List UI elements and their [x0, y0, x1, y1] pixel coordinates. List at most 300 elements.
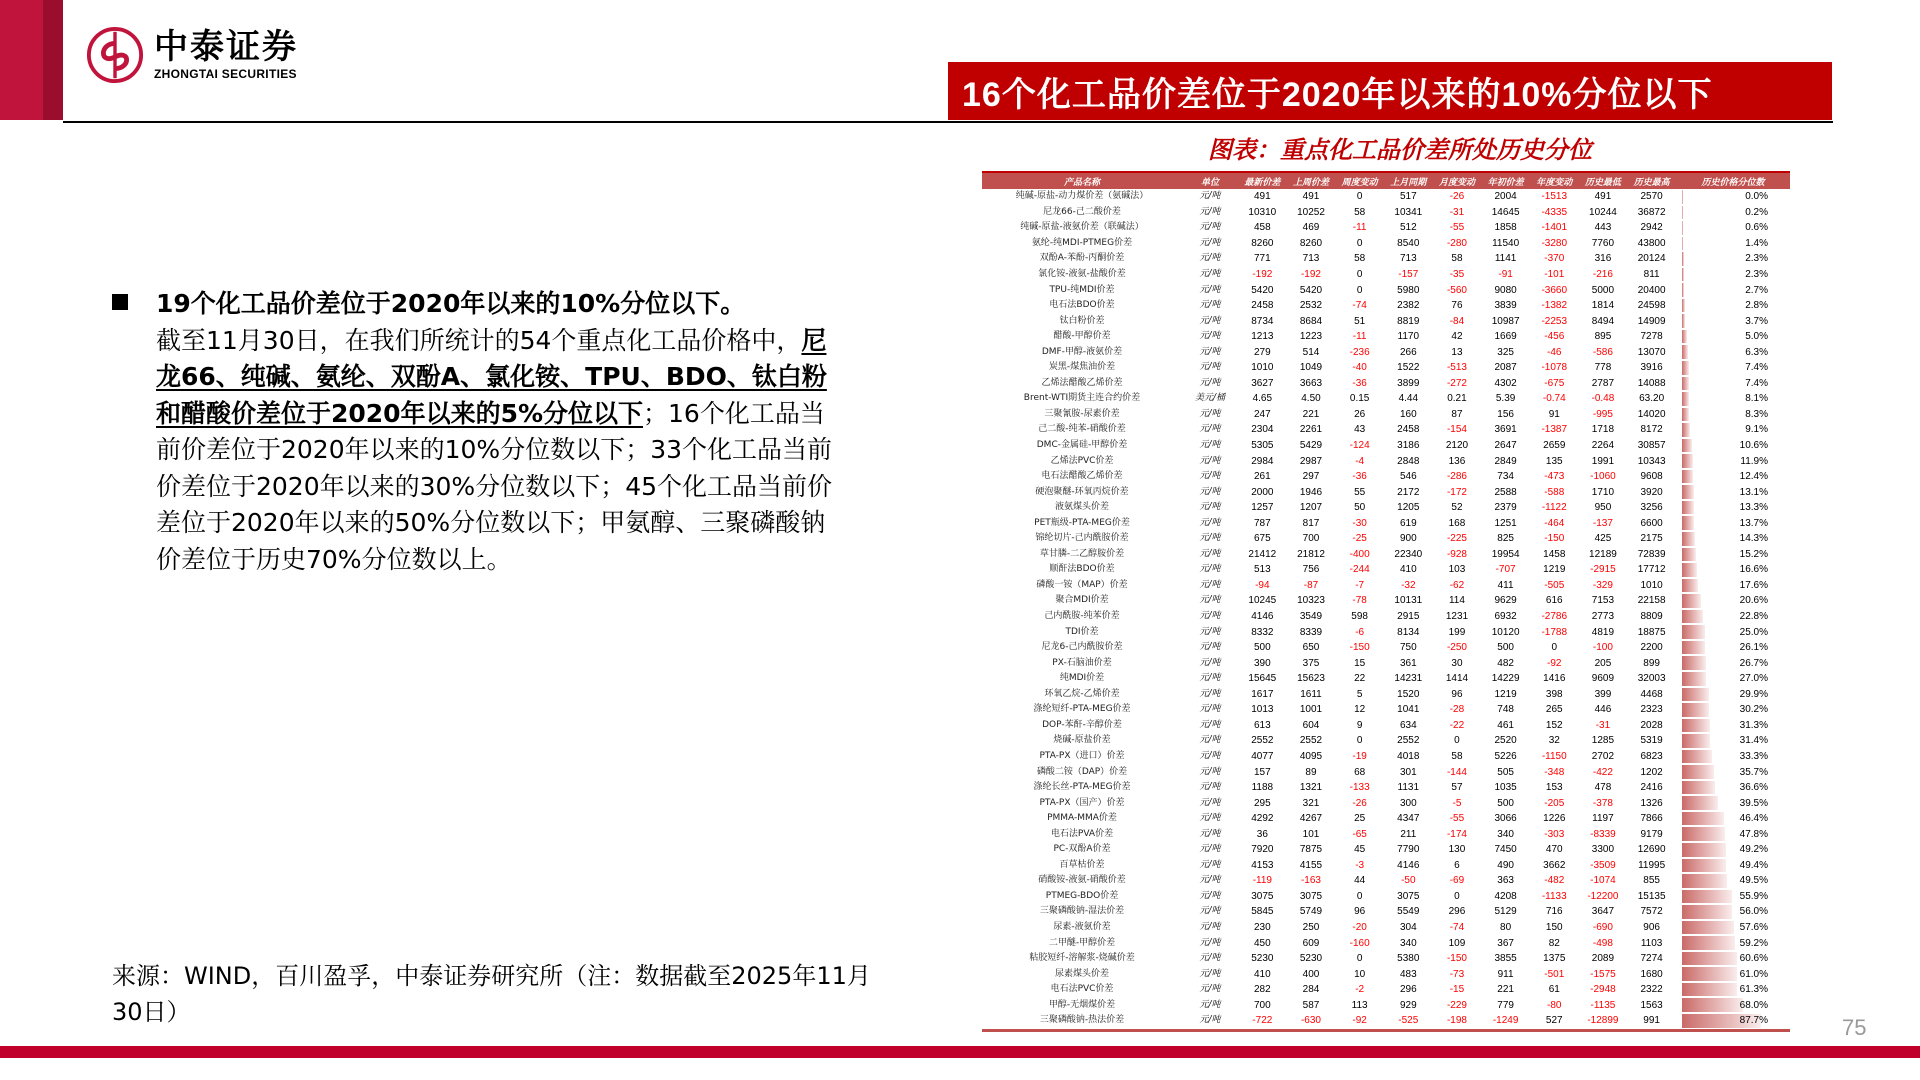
value-cell: 2647 — [1494, 440, 1517, 452]
value-cell: 5845 — [1251, 906, 1274, 918]
value-cell: 156 — [1497, 408, 1514, 420]
value-cell: 14645 — [1491, 206, 1520, 218]
value-cell: -505 — [1544, 579, 1565, 591]
product-name-cell: 尿素-液氨价差 — [1053, 921, 1111, 932]
value-cell: 1223 — [1299, 331, 1323, 343]
percentile-cell — [1676, 484, 1790, 500]
unit-cell: 元/吨 — [1199, 813, 1221, 824]
source-note: 来源：WIND，百川盈孚，中泰证券研究所（注：数据截至2025年11月30日） — [112, 962, 871, 1026]
value-cell: 211 — [1400, 828, 1417, 840]
side-accent-bar-dark — [43, 0, 63, 120]
unit-cell: 元/吨 — [1182, 1013, 1238, 1030]
percentile-databar — [1682, 516, 1694, 530]
table-row — [982, 826, 1790, 842]
bullet-square-icon — [112, 294, 128, 310]
value-cell: 700 — [1253, 999, 1271, 1011]
value-cell: 5.39 — [1495, 393, 1516, 405]
value-cell: 1326 — [1640, 797, 1663, 809]
percentile-value: 7.4% — [1745, 362, 1768, 374]
value-cell: 12690 — [1637, 844, 1666, 856]
value-cell: 22340 — [1394, 548, 1423, 560]
value-cell: 36872 — [1637, 206, 1666, 218]
value-cell: 9629 — [1494, 595, 1517, 607]
table-row — [982, 453, 1790, 469]
brand-name-en: ZHONGTAI SECURITIES — [154, 67, 297, 81]
percentile-databar — [1682, 952, 1737, 966]
value-cell: -2948 — [1590, 984, 1616, 996]
percentile-value: 49.4% — [1739, 859, 1768, 871]
value-cell: 21412 — [1248, 548, 1277, 560]
value-cell: -690 — [1592, 921, 1613, 933]
table-row — [982, 422, 1790, 438]
value-cell: 2458 — [1397, 424, 1420, 436]
value-cell: 10252 — [1297, 206, 1325, 218]
value-cell: 0.15 — [1349, 393, 1370, 405]
product-name-cell: PMMA-MMA价差 — [1047, 813, 1117, 824]
value-cell: 2323 — [1640, 704, 1663, 716]
value-cell: -1122 — [1541, 502, 1567, 514]
unit-cell: 元/吨 — [1199, 844, 1221, 855]
percentile-databar — [1682, 765, 1714, 779]
value-cell: 4267 — [1299, 813, 1323, 825]
table-row — [982, 687, 1790, 703]
value-cell: 527 — [1530, 1013, 1579, 1030]
footer-bar — [0, 1046, 1920, 1058]
percentile-databar — [1682, 268, 1684, 282]
unit-cell: 元/吨 — [1199, 953, 1221, 964]
value-cell: 1231 — [1445, 611, 1469, 623]
product-name-cell: 涤纶长丝-PTA-MEG价差 — [1033, 782, 1131, 793]
value-cell: -28 — [1449, 704, 1465, 716]
value-cell: 2702 — [1591, 750, 1615, 762]
percentile-databar — [1682, 392, 1689, 406]
unit-cell: 元/吨 — [1199, 206, 1221, 217]
value-cell: -225 — [1446, 533, 1467, 545]
value-cell: 0 — [1551, 642, 1558, 654]
value-cell: 10244 — [1589, 206, 1617, 218]
percentile-value: 0.0% — [1745, 191, 1768, 203]
value-cell: 8540 — [1397, 237, 1420, 249]
product-name-cell: PX-石脑油价差 — [1052, 657, 1112, 668]
value-cell: 613 — [1253, 719, 1271, 731]
value-cell: 1858 — [1494, 222, 1517, 234]
unit-cell: 元/吨 — [1199, 548, 1221, 559]
unit-cell: 元/吨 — [1199, 471, 1221, 482]
product-name-cell: 二甲醚-甲醇价差 — [1048, 937, 1116, 948]
value-cell: 513 — [1253, 564, 1271, 576]
product-name-cell: 己内酰胺-纯苯价差 — [1044, 611, 1120, 622]
value-cell: 6932 — [1494, 611, 1517, 623]
percentile-databar — [1682, 998, 1743, 1012]
value-cell: 10341 — [1394, 206, 1423, 218]
value-cell: 14229 — [1491, 673, 1520, 685]
value-cell: 43 — [1354, 424, 1366, 436]
table-row — [982, 624, 1790, 640]
value-cell: -707 — [1495, 564, 1516, 576]
value-cell: 587 — [1302, 999, 1320, 1011]
table-row — [982, 391, 1790, 407]
value-cell: 3916 — [1640, 362, 1663, 374]
value-cell: 2520 — [1494, 735, 1517, 747]
value-cell: 2787 — [1591, 377, 1615, 389]
table-row — [982, 360, 1790, 376]
value-cell: 24598 — [1637, 300, 1666, 312]
percentile-value: 61.0% — [1739, 968, 1768, 980]
unit-cell: 元/吨 — [1199, 828, 1221, 839]
value-cell: 282 — [1253, 984, 1271, 996]
value-cell: 7153 — [1591, 595, 1615, 607]
unit-cell: 元/吨 — [1199, 502, 1221, 513]
value-cell: 2458 — [1251, 300, 1274, 312]
table-row — [982, 733, 1790, 749]
value-cell: -400 — [1349, 548, 1370, 560]
table-row — [982, 531, 1790, 547]
value-cell: -675 — [1544, 377, 1565, 389]
value-cell: 10131 — [1394, 595, 1423, 607]
percentile-databar — [1682, 330, 1687, 344]
value-cell: 771 — [1253, 253, 1271, 265]
value-cell: 0 — [1356, 735, 1363, 747]
value-cell: 87 — [1451, 408, 1463, 420]
value-cell: 1041 — [1397, 704, 1420, 716]
value-cell: -0.48 — [1591, 393, 1615, 405]
unit-cell: 元/吨 — [1199, 486, 1221, 497]
table-row — [982, 376, 1790, 392]
percentile-databar — [1682, 501, 1694, 515]
value-cell: 4292 — [1251, 813, 1274, 825]
value-cell: 15135 — [1637, 890, 1666, 902]
value-cell: 19954 — [1491, 548, 1520, 560]
percentile-cell — [1676, 282, 1790, 298]
value-cell: 8734 — [1251, 315, 1274, 327]
unit-cell: 元/吨 — [1199, 222, 1221, 233]
value-cell: 1219 — [1494, 688, 1517, 700]
value-cell: 1131 — [1397, 782, 1420, 794]
value-cell: 1207 — [1299, 502, 1323, 514]
value-cell: 0 — [1356, 890, 1363, 902]
value-cell: -422 — [1592, 766, 1613, 778]
unit-cell: 元/吨 — [1199, 564, 1221, 575]
product-name-cell: 氨纶-纯MDI-PTMEG价差 — [1031, 237, 1133, 248]
value-cell: -84 — [1449, 315, 1465, 327]
percentile-cell — [1676, 826, 1790, 842]
value-cell: 130 — [1448, 844, 1466, 856]
value-cell: 68 — [1354, 766, 1366, 778]
value-cell: 0 — [1356, 269, 1363, 280]
value-cell: 713 — [1399, 253, 1417, 265]
value-cell: -11 — [1352, 331, 1367, 343]
value-cell: -329 — [1592, 579, 1613, 591]
value-cell: 4208 — [1494, 890, 1517, 902]
percentile-cell — [1676, 951, 1790, 967]
value-cell: -154 — [1446, 424, 1467, 436]
value-cell: 10343 — [1637, 455, 1666, 467]
table-row — [982, 251, 1790, 267]
value-cell: -91 — [1498, 269, 1513, 280]
value-cell: -101 — [1544, 269, 1565, 280]
product-name-cell: 电石法PVA价差 — [1050, 828, 1114, 839]
value-cell: 6600 — [1640, 517, 1663, 529]
value-cell: -560 — [1446, 284, 1467, 296]
unit-cell: 元/吨 — [1199, 284, 1221, 295]
percentile-cell — [1676, 344, 1790, 360]
value-cell: 7572 — [1640, 906, 1663, 918]
unit-cell: 元/吨 — [1199, 968, 1221, 979]
product-name-cell: 粘胶短纤-溶解浆-烧碱价差 — [1029, 953, 1135, 964]
percentile-cell — [1676, 795, 1790, 811]
value-cell: -464 — [1544, 517, 1565, 529]
percentile-cell — [1676, 904, 1790, 920]
value-cell: -20 — [1352, 921, 1367, 933]
unit-cell: 元/吨 — [1199, 315, 1221, 326]
column-header: 历史价格分位数 — [1676, 172, 1790, 189]
value-cell: 82 — [1548, 937, 1560, 949]
value-cell: 2172 — [1397, 486, 1420, 498]
value-cell: 756 — [1302, 564, 1320, 576]
column-header: 上月同期 — [1384, 172, 1433, 189]
value-cell: 3066 — [1494, 813, 1517, 825]
value-cell: 1202 — [1640, 766, 1663, 778]
value-cell: -157 — [1398, 269, 1419, 280]
percentile-databar — [1682, 423, 1690, 437]
value-cell: 734 — [1497, 471, 1514, 483]
value-cell: -378 — [1592, 797, 1613, 809]
value-cell: 390 — [1253, 657, 1271, 669]
brand-name-cn: 中泰证券 — [154, 27, 298, 67]
value-cell: 0 — [1356, 191, 1363, 203]
percentile-databar — [1682, 548, 1696, 562]
product-name-cell: 硝酸铵-液氨-硝酸价差 — [1038, 875, 1126, 886]
value-cell: -280 — [1446, 237, 1467, 249]
value-cell: -236 — [1349, 346, 1370, 358]
value-cell: 8494 — [1591, 315, 1615, 327]
percentile-databar — [1682, 796, 1718, 810]
percentile-cell — [1676, 298, 1790, 314]
value-cell: 7274 — [1640, 953, 1663, 965]
value-cell: -722 — [1238, 1013, 1287, 1030]
column-header: 历史最高 — [1627, 172, 1676, 189]
table-header-row — [982, 172, 1790, 189]
unit-cell: 元/吨 — [1199, 766, 1221, 777]
value-cell: 650 — [1302, 642, 1320, 654]
value-cell: -92 — [1335, 1013, 1384, 1030]
unit-cell: 元/吨 — [1199, 719, 1221, 730]
percentile-cell — [1676, 858, 1790, 874]
chart-title: 图表：重点化工品价差所处历史分位 — [1208, 135, 1592, 164]
table-row — [982, 904, 1790, 920]
value-cell: 22 — [1354, 673, 1366, 685]
value-cell: -137 — [1592, 517, 1613, 529]
value-cell: 230 — [1253, 921, 1271, 933]
product-name-cell: 尼龙66-己二酸价差 — [1043, 206, 1121, 217]
value-cell: -62 — [1449, 579, 1465, 591]
table-row — [982, 935, 1790, 951]
value-cell: 2773 — [1591, 611, 1615, 623]
value-cell: 13070 — [1637, 346, 1666, 358]
value-cell: -2786 — [1541, 611, 1568, 623]
table-row — [982, 267, 1790, 283]
value-cell: -205 — [1544, 797, 1565, 809]
percentile-cell — [1676, 966, 1790, 982]
percentile-cell — [1676, 220, 1790, 236]
value-cell: 297 — [1302, 471, 1320, 483]
value-cell: 2552 — [1251, 735, 1274, 747]
value-cell: 490 — [1497, 859, 1514, 871]
percentile-cell — [1676, 531, 1790, 547]
table-row — [982, 282, 1790, 298]
percentile-value: 27.0% — [1739, 673, 1768, 685]
value-cell: -473 — [1544, 471, 1565, 483]
value-cell: -995 — [1592, 408, 1613, 420]
percentile-value: 33.3% — [1739, 750, 1768, 762]
value-cell: 491 — [1594, 191, 1612, 203]
value-cell: 2089 — [1591, 953, 1615, 965]
percentile-cell — [1676, 438, 1790, 454]
value-cell: -348 — [1544, 766, 1565, 778]
percentile-cell — [1676, 640, 1790, 656]
percentile-value: 31.3% — [1739, 719, 1768, 731]
value-cell: 96 — [1451, 688, 1463, 700]
value-cell: 4347 — [1397, 813, 1420, 825]
table-row — [982, 578, 1790, 594]
product-name-cell: 纯碱-原盐-动力煤价差（氨碱法） — [1015, 191, 1149, 202]
value-cell: 1522 — [1397, 362, 1420, 374]
value-cell: 1010 — [1640, 579, 1663, 591]
value-cell: -7 — [1355, 579, 1365, 591]
value-cell: -1513 — [1541, 191, 1568, 203]
value-cell: 8339 — [1299, 626, 1323, 638]
value-cell: 3300 — [1591, 844, 1615, 856]
value-cell: 6823 — [1640, 750, 1663, 762]
percentile-cell — [1676, 251, 1790, 267]
unit-cell: 元/吨 — [1199, 424, 1221, 435]
value-cell: -2 — [1355, 984, 1365, 996]
value-cell: 2942 — [1640, 222, 1663, 234]
product-name-cell: DMF-甲醇-液氨价差 — [1041, 346, 1123, 357]
value-cell: 5429 — [1299, 440, 1323, 452]
percentile-value: 20.6% — [1739, 595, 1768, 607]
column-header: 产品名称 — [982, 172, 1182, 189]
value-cell: -0.74 — [1542, 393, 1566, 405]
table-row — [982, 982, 1790, 998]
value-cell: 2175 — [1640, 533, 1663, 545]
unit-cell: 元/吨 — [1199, 704, 1221, 715]
table-row — [982, 220, 1790, 236]
value-cell: -74 — [1352, 300, 1367, 312]
value-cell: 57 — [1451, 782, 1463, 794]
value-cell: 1710 — [1591, 486, 1615, 498]
value-cell: -1401 — [1541, 222, 1568, 234]
table-row — [982, 189, 1790, 205]
value-cell: -15 — [1449, 984, 1465, 996]
value-cell: 5230 — [1299, 953, 1323, 965]
value-cell: -100 — [1592, 642, 1613, 654]
value-cell: 10987 — [1491, 315, 1520, 327]
value-cell: 3627 — [1251, 377, 1274, 389]
value-cell: -513 — [1446, 362, 1467, 374]
value-cell: 500 — [1497, 642, 1514, 654]
value-cell: 316 — [1594, 253, 1612, 265]
value-cell: 446 — [1594, 704, 1612, 716]
table-row — [982, 920, 1790, 936]
value-cell: 10 — [1354, 968, 1366, 980]
value-cell: 5 — [1356, 688, 1363, 700]
value-cell: 20400 — [1637, 284, 1666, 296]
value-cell: 3839 — [1494, 300, 1517, 312]
value-cell: 906 — [1643, 921, 1660, 933]
percentile-cell — [1676, 687, 1790, 703]
value-cell: 3075 — [1251, 890, 1274, 902]
percentile-cell — [1676, 267, 1790, 283]
value-cell: -50 — [1401, 875, 1416, 887]
product-name-cell: 环氧乙烷-乙烯价差 — [1044, 688, 1120, 699]
value-cell: 265 — [1545, 704, 1563, 716]
product-name-cell: 磷酸一铵（MAP）价差 — [1036, 579, 1128, 590]
product-name-cell: 硬泡聚醚-环氧丙烷价差 — [1035, 486, 1129, 497]
value-cell: -174 — [1446, 828, 1467, 840]
value-cell: 5230 — [1251, 953, 1274, 965]
value-cell: 778 — [1594, 362, 1612, 374]
product-name-cell: 锦纶切片-己内酰胺价差 — [1035, 533, 1129, 544]
value-cell: -1382 — [1541, 300, 1568, 312]
percentile-databar — [1682, 579, 1698, 593]
unit-cell: 元/吨 — [1199, 859, 1221, 870]
value-cell: 4077 — [1251, 750, 1274, 762]
value-cell: 0 — [1356, 237, 1363, 249]
product-name-cell: 纯碱-原盐-液氨价差（联碱法） — [1020, 222, 1144, 233]
percentile-value: 2.8% — [1745, 300, 1768, 312]
percentile-value: 39.5% — [1739, 797, 1768, 809]
percentile-value: 47.8% — [1739, 828, 1768, 840]
table-row — [982, 298, 1790, 314]
unit-cell: 元/吨 — [1199, 579, 1221, 590]
value-cell: 1103 — [1640, 937, 1663, 949]
page-title: 16个化工品价差位于2020年以来的10%分位以下 — [948, 62, 1832, 120]
percentile-value: 56.0% — [1739, 906, 1768, 918]
value-cell: 266 — [1399, 346, 1417, 358]
value-cell: 482 — [1497, 657, 1514, 669]
value-cell: -525 — [1384, 1013, 1433, 1030]
bullet-point — [112, 286, 832, 578]
percentile-value: 30.2% — [1739, 704, 1768, 716]
percentile-databar — [1682, 703, 1709, 717]
value-cell: -3280 — [1541, 237, 1568, 249]
value-cell: 3075 — [1299, 890, 1323, 902]
value-cell: 96 — [1354, 906, 1366, 918]
value-cell: 3920 — [1640, 486, 1663, 498]
percentile-cell — [1676, 842, 1790, 858]
value-cell: -286 — [1446, 471, 1467, 483]
product-name-cell: DOP-苯酐-辛醇价差 — [1042, 719, 1122, 730]
value-cell: 713 — [1302, 253, 1320, 265]
value-cell: 505 — [1497, 766, 1514, 778]
value-cell: 8809 — [1640, 611, 1663, 623]
value-cell: 411 — [1497, 579, 1514, 591]
percentile-cell — [1676, 935, 1790, 951]
value-cell: 410 — [1399, 564, 1417, 576]
percentile-databar — [1682, 641, 1705, 655]
unit-cell: 元/吨 — [1199, 797, 1221, 808]
value-cell: 2588 — [1494, 486, 1517, 498]
value-cell: 514 — [1302, 346, 1320, 358]
value-cell: 296 — [1448, 906, 1466, 918]
table-row — [982, 484, 1790, 500]
value-cell: 1251 — [1494, 517, 1517, 529]
value-cell: -31 — [1595, 719, 1611, 731]
value-cell: 61 — [1548, 984, 1560, 996]
value-cell: 7875 — [1299, 844, 1323, 856]
value-cell: 5305 — [1251, 440, 1274, 452]
